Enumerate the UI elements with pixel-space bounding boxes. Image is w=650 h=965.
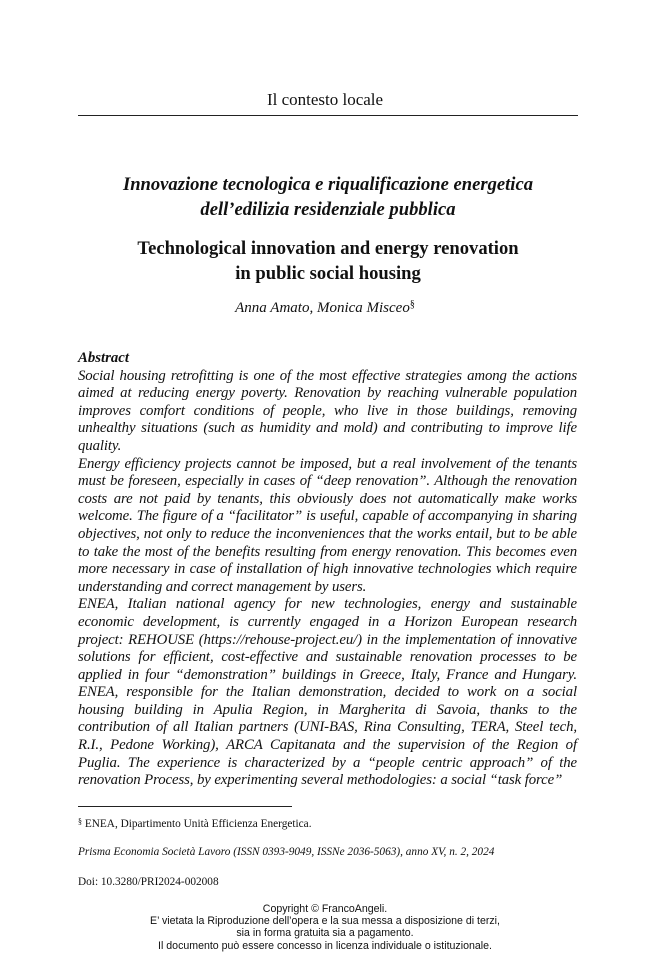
- english-title-line-1: Technological innovation and energy renovation: [137, 238, 519, 259]
- footnote-rule: [78, 806, 292, 807]
- author-footnote-mark: §: [409, 299, 415, 310]
- abstract-heading: Abstract: [78, 350, 129, 366]
- copyright-notice: [0, 903, 650, 952]
- abstract-paragraph-2: Energy efficiency projects cannot be imposed, but a real involvement of the tenants must be foreseen, especially in cases of “deep renovation”. Although the renovation costs are not paid by tenants, this obviously does not automatically make works welcome. The figure of a “facilitator” is useful, capable of accompanying in sharing objectives, not only to reduce the inconveniences that the works entail, but to be able to take the most of the benefits resulting from energy renovation. This becomes even more necessary in case of installation of high innovative technologies which require understanding and correct management by users.: [78, 455, 577, 595]
- footnote-text: ENEA, Dipartimento Unità Efficienza Energetica.: [82, 818, 312, 830]
- author-line: [0, 299, 650, 317]
- italian-title-line-1: Innovazione tecnologica e riqualificazione energetica: [122, 174, 534, 195]
- italian-title: [78, 172, 578, 222]
- english-title: [78, 236, 578, 286]
- abstract-paragraph-3: ENEA, Italian national agency for new technologies, energy and sustainable economic development, is currently engaged in a Horizon European research project: REHOUSE (https://rehouse-project.eu/) in the implementation of innovative solutions for efficient, cost-effective and sustainable renovation processes to be applied in four “demonstration” buildings in Greece, Italy, France and Hungary. ENEA, responsible for the Italian demonstration, decided to work on a social housing building in Apulia Region, in Margherita di Savoia, thanks to the contribution of all Italian partners (UNI-BAS, Rina Consulting, TERA, Steel tech, R.I., Pedone Working), ARCA Capitanata and the supervision of the Region of Puglia. The experience is characterized by a “people centric approach” of the renovation Process, by experimenting several methodologies: a social “task force”: [78, 596, 577, 789]
- header-rule: [78, 115, 578, 116]
- copyright-line-3: sia in forma gratuita sia a pagamento.: [236, 927, 414, 940]
- authors: Anna Amato, Monica Misceo: [235, 300, 410, 316]
- abstract-paragraph-1: Social housing retrofitting is one of the most effective strategies among the actions aimed at reducing energy poverty. Renovation by reaching vulnerable population improves comfort conditions of people, who live in those buildings, removing unhealthy situations (such as humidity and mold) and contributing to improve life quality.: [78, 367, 577, 454]
- abstract: [78, 350, 577, 790]
- running-head: Il contesto locale: [266, 90, 384, 109]
- english-title-line-2: in public social housing: [235, 263, 421, 284]
- italian-title-line-2: dell’edilizia residenziale pubblica: [200, 199, 456, 220]
- copyright-line-1: Copyright © FrancoAngeli.: [262, 903, 388, 915]
- footnote-mark: §: [78, 817, 82, 826]
- footnote: [78, 817, 312, 830]
- copyright-line-2: E’ vietata la Riproduzione dell’opera e la sua messa a disposizione di terzi,: [150, 915, 500, 928]
- journal-citation: Prisma Economia Società Lavoro (ISSN 0393-9049, ISSNe 2036-5063), anno XV, n. 2, 2024: [78, 846, 495, 858]
- copyright-line-4: Il documento può essere concesso in licenza individuale o istituzionale.: [158, 939, 492, 952]
- doi: Doi: 10.3280/PRI2024-002008: [78, 876, 219, 888]
